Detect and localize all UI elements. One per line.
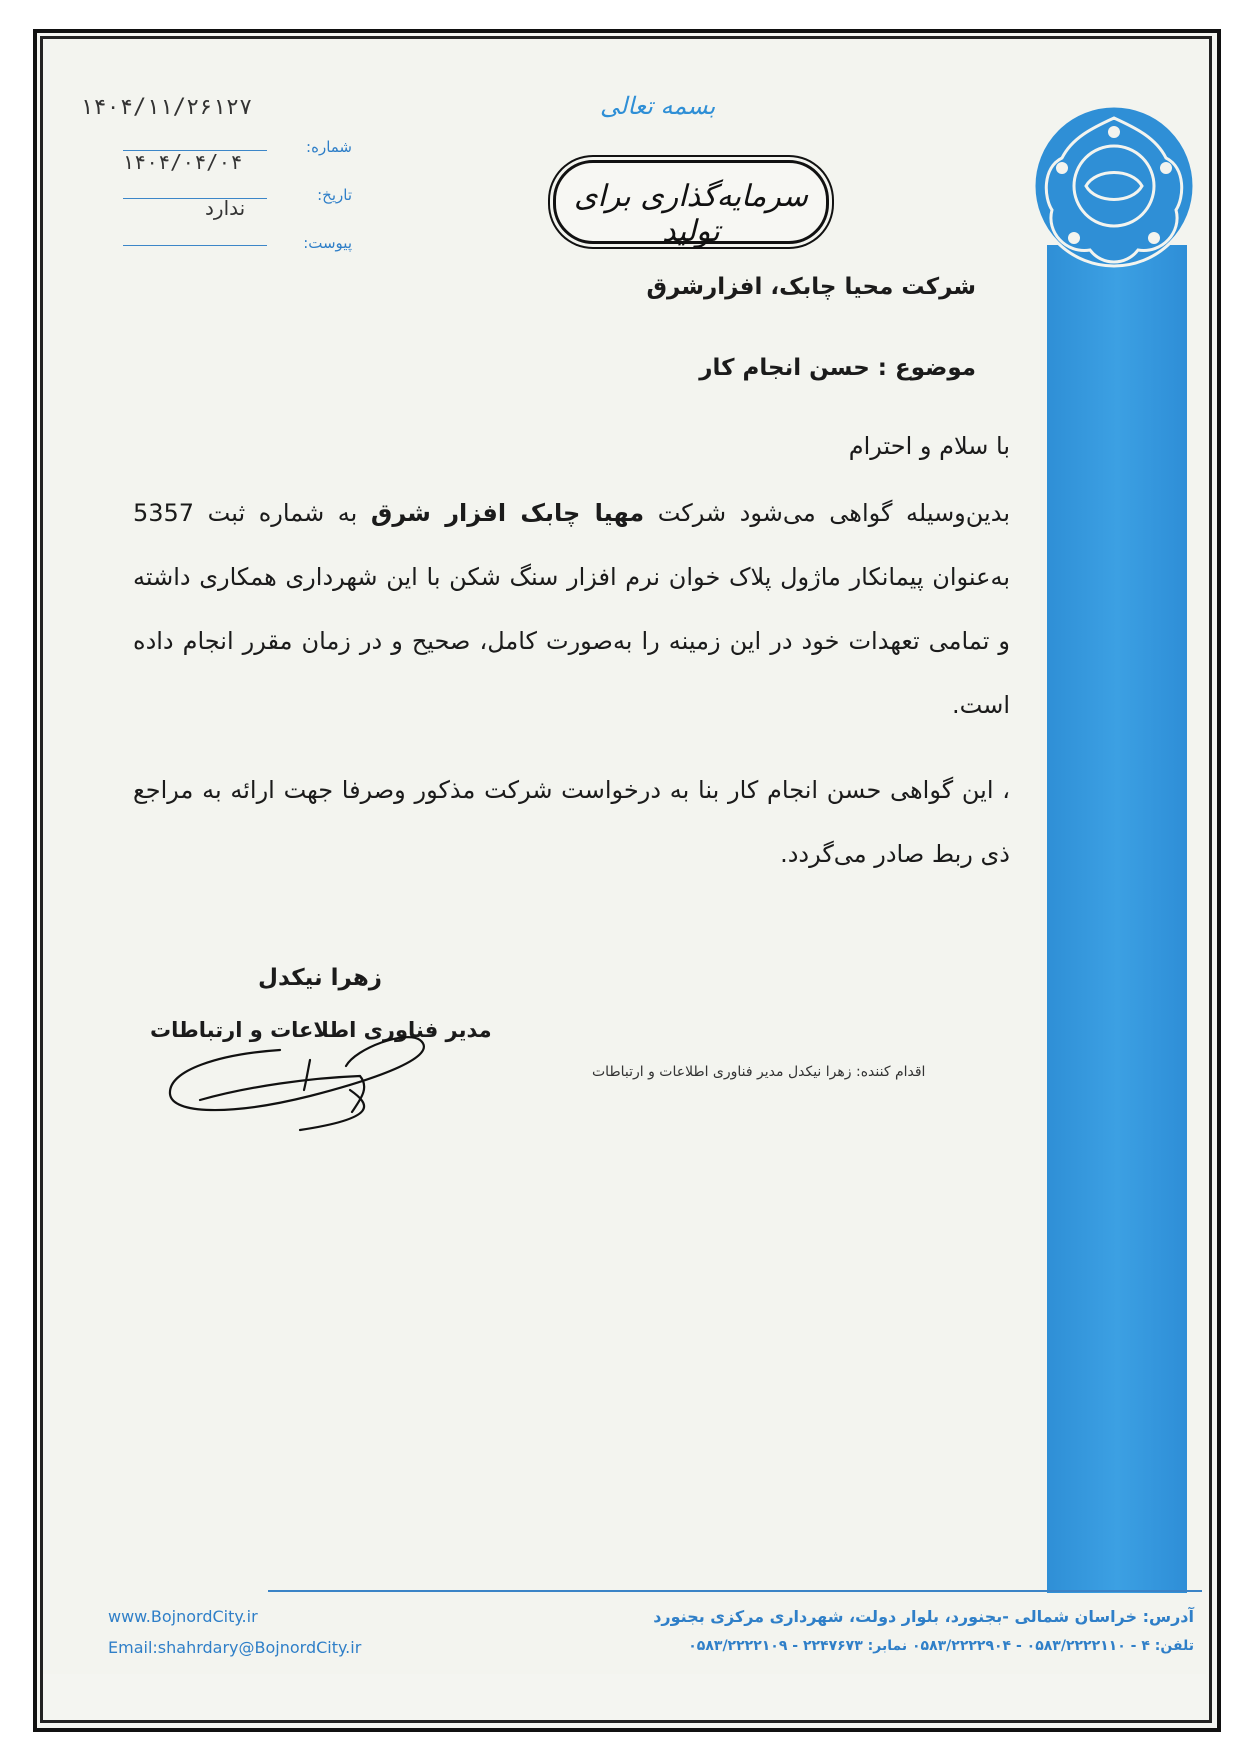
footer-website: www.BojnordCity.ir [108, 1607, 258, 1626]
signatory-name: زهرا نیکدل [258, 965, 383, 991]
greeting: با سلام و احترام [848, 432, 1010, 460]
attachment-label: پیوست: [303, 234, 352, 252]
date-line [123, 198, 267, 199]
para1-text-a: بدین‌وسیله گواهی می‌شود شرکت [644, 499, 1010, 527]
para1-company-name: مهیا چابک افزار شرق [370, 499, 645, 527]
footer-address: آدرس: خراسان شمالی -بجنورد، بلوار دولت، شهرداری مرکزی بجنورد [653, 1607, 1194, 1626]
body-paragraph-1 [133, 481, 1010, 737]
serial-number: ۱۴۰۴/۱۱/۲۶۱۲۷ [80, 95, 253, 120]
slogan-text: سرمایه‌گذاری برای تولید [574, 179, 808, 249]
date-value: ندارد [205, 196, 246, 220]
municipality-blue-strip [1047, 245, 1187, 1593]
bojnord-municipality-logo-icon [1026, 98, 1202, 274]
slogan-stamp [553, 160, 829, 249]
subject: موضوع : حسن انجام کار [699, 355, 976, 381]
signatory-title: مدیر فناوری اطلاعات و ارتباطات [150, 1018, 492, 1042]
footer-phones: تلفن: ۴ - ۰۵۸۳/۲۲۲۲۱۱۰ - ۰۵۸۳/۲۲۲۲۹۰۴ نمابر: ۲۲۴۷۶۷۳ - ۰۵۸۳/۲۲۲۲۱۰۹ [688, 1638, 1194, 1654]
footer-divider [268, 1590, 1202, 1592]
recipient: شرکت محیا چابک، افزارشرق [646, 274, 976, 300]
date-label: تاریخ: [317, 186, 352, 204]
number-label: شماره: [306, 138, 352, 156]
attachment-line [123, 245, 267, 246]
para1-text-b: به شماره ثبت 5357 به‌عنوان پیمانکار ماژول پلاک خوان نرم افزار سنگ شکن با این شهرداری همکاری داشته و تمامی تعهدات خود در این زمینه را به‌صورت کامل، صحیح و در زمان مقرر انجام داده است. [133, 499, 1010, 719]
number-value: ۱۴۰۴/۰۴/۰۴ [122, 150, 243, 174]
bismillah-heading: بسمه تعالی [600, 92, 716, 120]
body-paragraph-2: ، این گواهی حسن انجام کار بنا به درخواست شرکت مذکور وصرفا جهت ارائه به مراجع ذی ربط صادر می‌گردد. [133, 776, 1010, 868]
footer-email: Email:shahrdary@BojnordCity.ir [108, 1638, 362, 1657]
handwritten-signature [160, 1030, 460, 1140]
action-note: اقدام کننده: زهرا نیکدل مدیر فناوری اطلاعات و ارتباطات [592, 1064, 926, 1080]
